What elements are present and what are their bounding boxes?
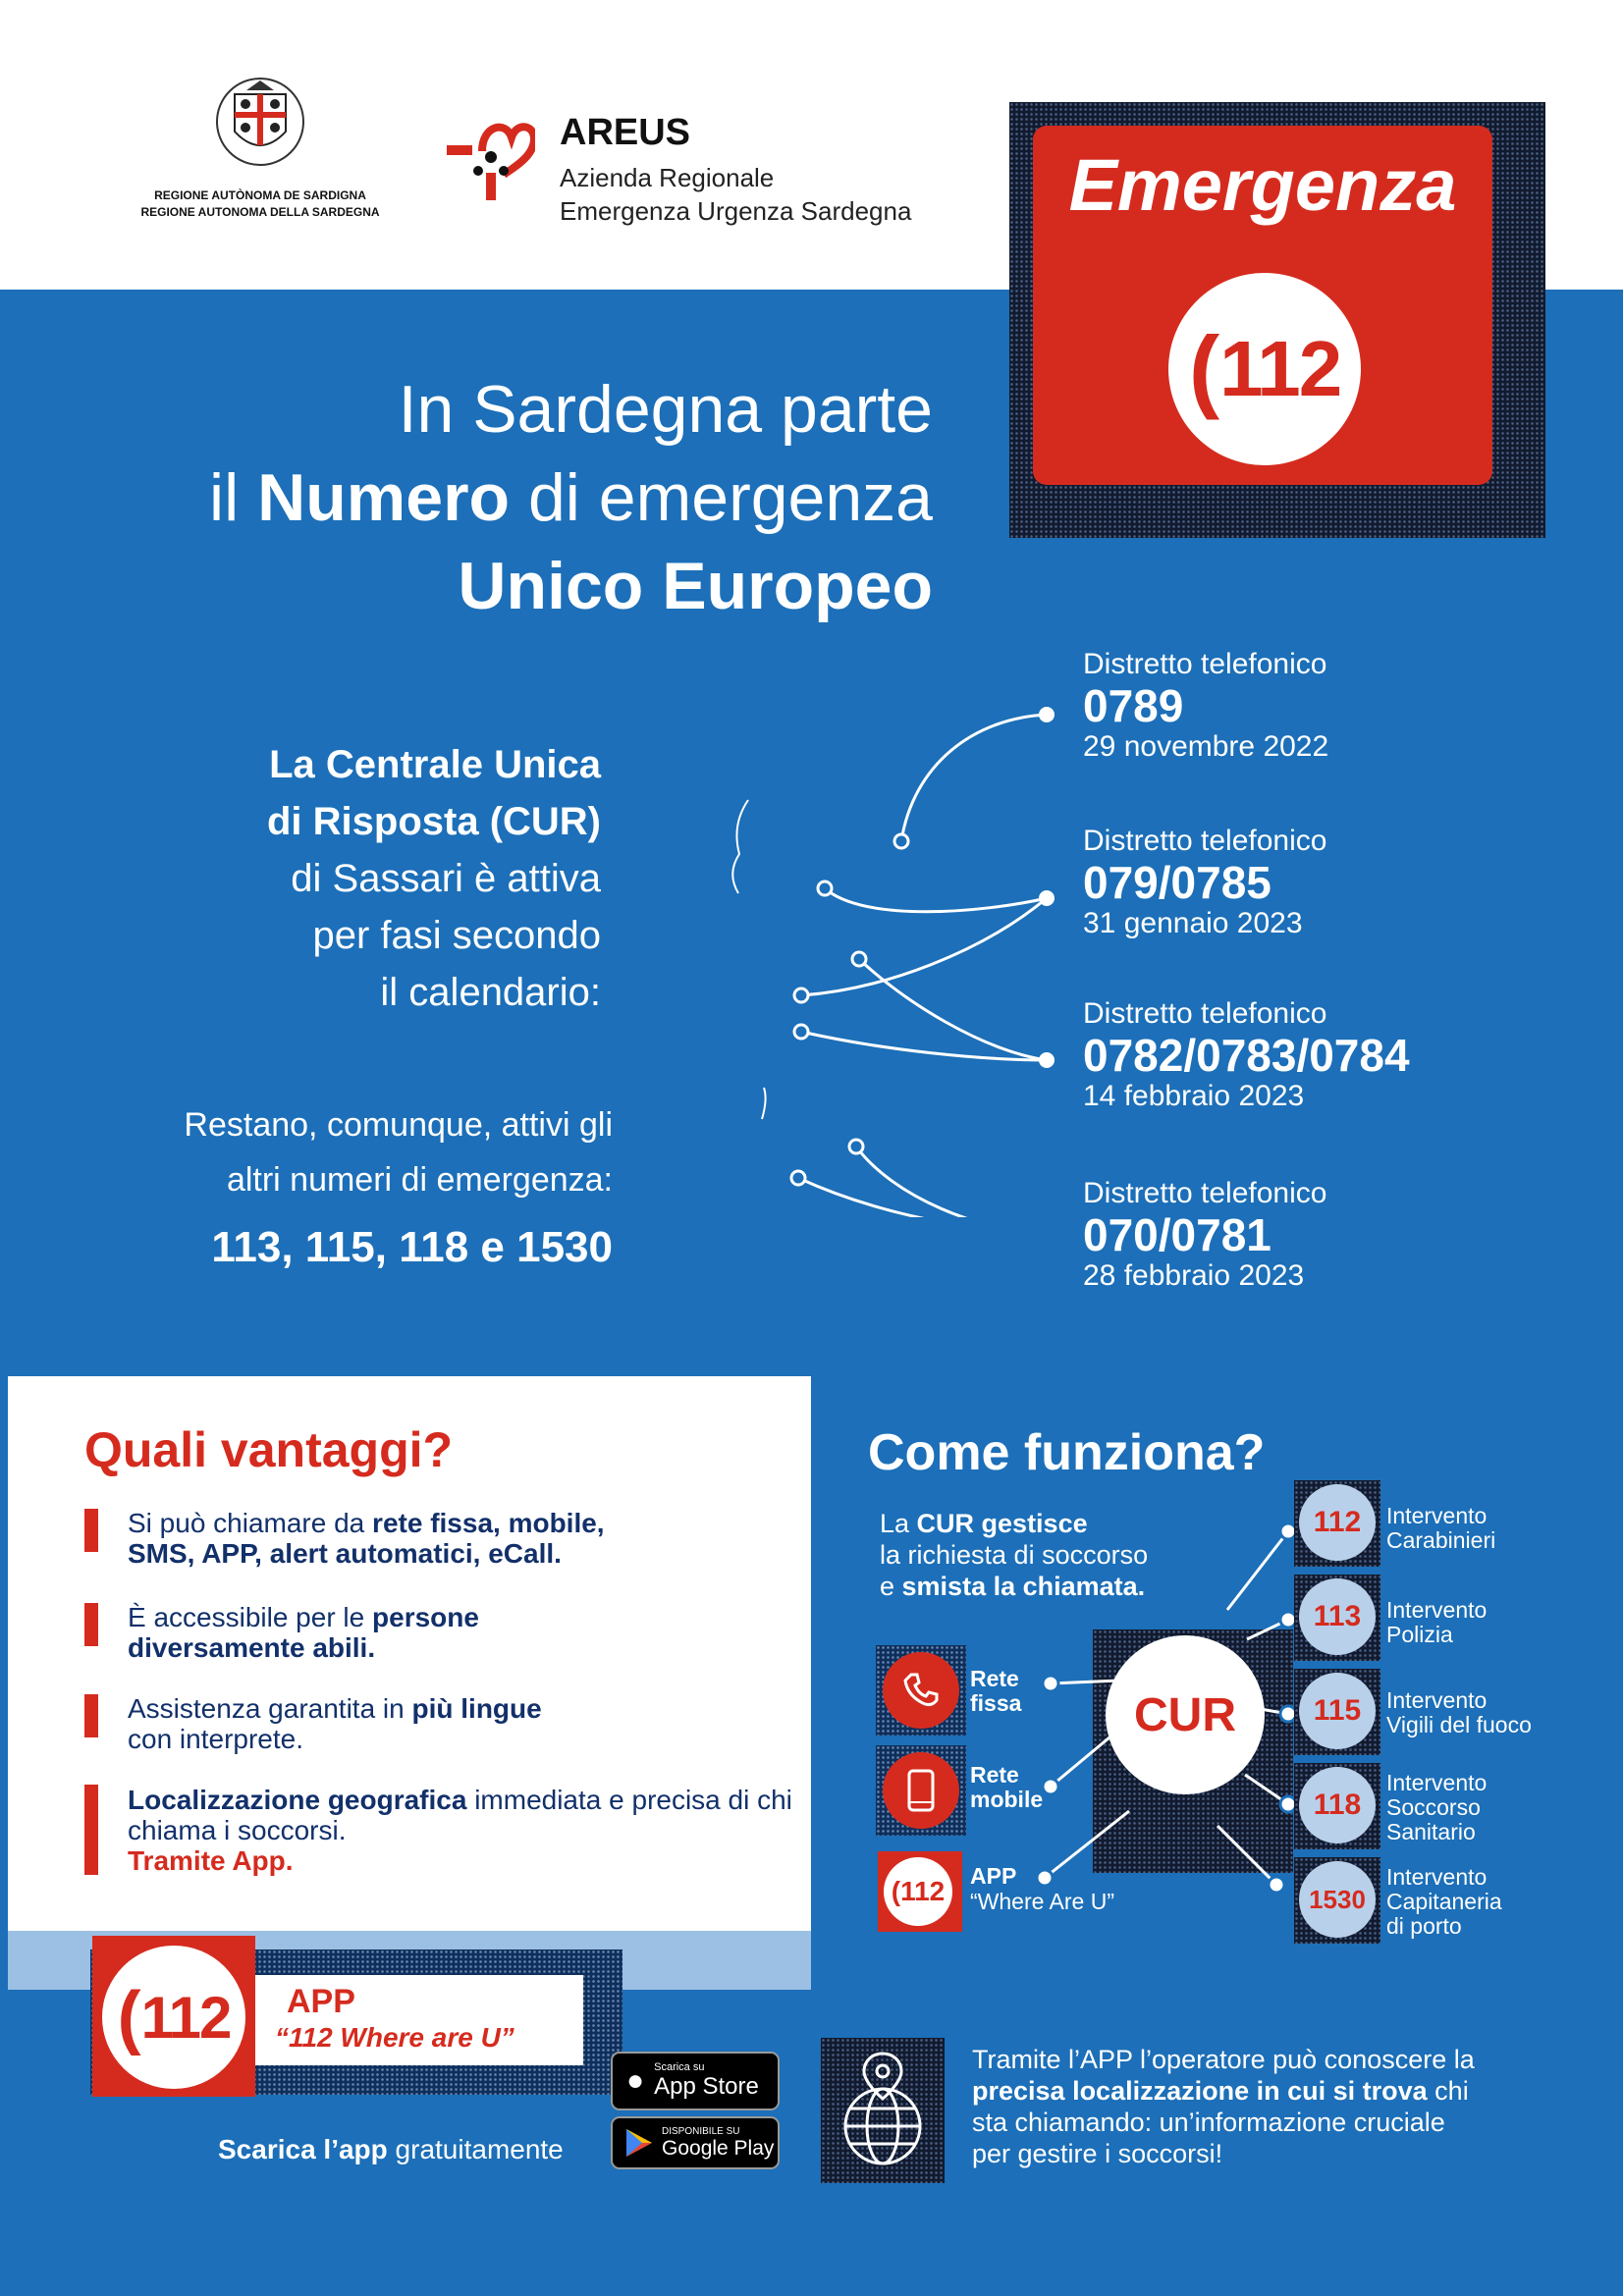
- google-play-button[interactable]: [611, 2116, 780, 2169]
- service-112-label: Intervento Carabinieri: [1386, 1503, 1496, 1553]
- cur-intro-line2: di Risposta (CUR): [267, 800, 601, 843]
- cur-intro-line1: La Centrale Unica: [269, 743, 601, 786]
- app-112-logo: [92, 1936, 255, 2097]
- region-name-line1: REGIONE AUTÒNOMA DE SARDIGNA: [154, 188, 366, 202]
- other-numbers: [0, 1097, 613, 1272]
- district-date: 31 gennaio 2023: [1083, 907, 1303, 939]
- advantage-item-2: È accessibile per le persone diversamente abili.: [128, 1602, 479, 1663]
- areus-line2: Emergenza Urgenza Sardegna: [560, 196, 912, 226]
- cur-intro: [0, 736, 601, 1021]
- district-code: 079/0785: [1083, 857, 1271, 908]
- how-intro: La CUR gestisce la richiesta di soccorso e smista la chiamata.: [880, 1509, 1149, 1601]
- apple-icon: ●: [626, 2064, 645, 2097]
- advantage-bullet: [84, 1509, 98, 1552]
- app-title: APP: [287, 1983, 355, 2020]
- app-store-label: App Store: [654, 2073, 759, 2100]
- badge-112-logo: [1168, 273, 1361, 465]
- source-rete-fissa-label: Rete fissa: [970, 1666, 1022, 1716]
- district-label: Distretto telefonico: [1083, 825, 1327, 857]
- advantage-item-3: Assistenza garantita in più lingue con interprete.: [128, 1693, 542, 1754]
- region-name-line2: REGIONE AUTONOMA DELLA SARDEGNA: [140, 205, 380, 219]
- badge-112-number: 112: [1219, 325, 1341, 412]
- district-date: 29 novembre 2022: [1083, 730, 1329, 763]
- google-play-label: Google Play: [662, 2136, 775, 2160]
- advantage-item-1: Si può chiamare da rete fissa, mobile, SMS, APP, alert automatici, eCall.: [128, 1508, 605, 1569]
- service-113-label: Intervento Polizia: [1386, 1597, 1488, 1647]
- areus-cross-heart-icon: [447, 112, 535, 200]
- service-1530-label: Intervento Capitaneria di porto: [1386, 1864, 1502, 1939]
- advantage-item-4: Localizzazione geografica immediata e precisa di chi chiama i soccorsi. Tramite App.: [128, 1785, 792, 1876]
- app-box: [245, 1975, 583, 2065]
- service-112: 112: [1294, 1480, 1380, 1567]
- cur-intro-line5: il calendario:: [380, 971, 601, 1014]
- source-app-label: APP “Where Are U”: [970, 1863, 1114, 1914]
- other-numbers-line1: Restano, comunque, attivi gli: [184, 1106, 613, 1144]
- district-0782-0783-0784: [1083, 997, 1410, 1113]
- service-115: 115: [1294, 1669, 1380, 1755]
- headline-line3: Unico Europeo: [458, 549, 933, 623]
- cur-label: CUR: [1134, 1688, 1236, 1741]
- other-numbers-line2: altri numeri di emergenza:: [226, 1161, 613, 1199]
- district-label: Distretto telefonico: [1083, 997, 1327, 1030]
- district-070-0781: [1083, 1177, 1326, 1293]
- app-store-button[interactable]: [611, 2052, 780, 2110]
- cur-intro-line3: di Sassari è attiva: [291, 857, 601, 900]
- source-rete-mobile: [876, 1745, 966, 1836]
- headline: [0, 365, 933, 630]
- phone-bracket-icon: (: [1188, 317, 1220, 420]
- google-play-small: DISPONIBILE SU: [662, 2125, 740, 2137]
- app-subtitle: “112 Where are U”: [275, 2022, 514, 2053]
- service-115-label: Intervento Vigili del fuoco: [1386, 1687, 1532, 1737]
- source-rete-fissa: [876, 1645, 966, 1735]
- advantage-bullet: [84, 1603, 98, 1646]
- connector-079: [825, 888, 1047, 912]
- cur-hub: [1106, 1635, 1265, 1794]
- district-079-0785: [1083, 825, 1326, 940]
- how-title: Come funziona?: [868, 1424, 1266, 1481]
- 112-app-icon: (112: [891, 1876, 946, 1906]
- source-rete-mobile-label: Rete mobile: [970, 1762, 1044, 1812]
- emergency-title: Emergenza: [1068, 144, 1457, 226]
- service-118-label: Intervento Soccorso Sanitario: [1386, 1770, 1488, 1844]
- areus-name: AREUS: [560, 112, 691, 153]
- district-date: 14 febbraio 2023: [1083, 1080, 1305, 1112]
- service-1530: 1530: [1294, 1857, 1380, 1944]
- app-logo-number: 112: [140, 1984, 231, 2051]
- areus-logo: [447, 108, 938, 236]
- district-label: Distretto telefonico: [1083, 1177, 1327, 1209]
- globe-location-icon: [829, 2050, 937, 2167]
- google-play-icon: [624, 2127, 654, 2159]
- areus-line1: Azienda Regionale: [560, 163, 775, 192]
- district-0789: [1083, 648, 1328, 764]
- region-logo: [118, 75, 403, 232]
- source-app: [878, 1851, 962, 1932]
- district-code: 070/0781: [1083, 1209, 1271, 1260]
- headline-line1: In Sardegna parte: [398, 372, 933, 447]
- district-date: 28 febbraio 2023: [1083, 1259, 1305, 1292]
- other-numbers-list: 113, 115, 118 e 1530: [211, 1223, 613, 1271]
- download-text: Scarica l’app gratuitamente: [218, 2134, 564, 2164]
- service-113: 113: [1294, 1575, 1380, 1661]
- connector-070b: [798, 1178, 1047, 1217]
- advantage-bullet: [84, 1694, 98, 1737]
- headline-line2: il Numero di emergenza: [209, 460, 933, 535]
- cur-intro-line4: per fasi secondo: [312, 914, 601, 957]
- district-label: Distretto telefonico: [1083, 648, 1327, 680]
- smartphone-icon: [906, 1769, 936, 1812]
- district-code: 0789: [1083, 680, 1184, 731]
- service-118: 118: [1294, 1763, 1380, 1849]
- advantage-bullet: [84, 1785, 98, 1875]
- app-store-small: Scarica su: [654, 2061, 705, 2073]
- phone-icon: [901, 1671, 941, 1710]
- connector-070: [856, 1147, 1047, 1217]
- advantages-title: Quali vantaggi?: [84, 1422, 454, 1477]
- localization-text: Tramite l’APP l’operatore può conoscere la precisa localizzazione in cui si trova chi sta chiamando: un’informazione cruciale per gestire i soccorsi!: [972, 2045, 1475, 2168]
- connector-0782: [859, 959, 1047, 1060]
- connector-0782b: [801, 1032, 1047, 1060]
- district-code: 0782/0783/0784: [1083, 1030, 1410, 1081]
- connector-0789: [901, 715, 1047, 841]
- sardinia-coat-of-arms-icon: [213, 75, 307, 169]
- globe-box: [821, 2038, 945, 2183]
- phone-bracket-icon: (: [117, 1978, 141, 2056]
- emergency-badge: [1033, 126, 1492, 485]
